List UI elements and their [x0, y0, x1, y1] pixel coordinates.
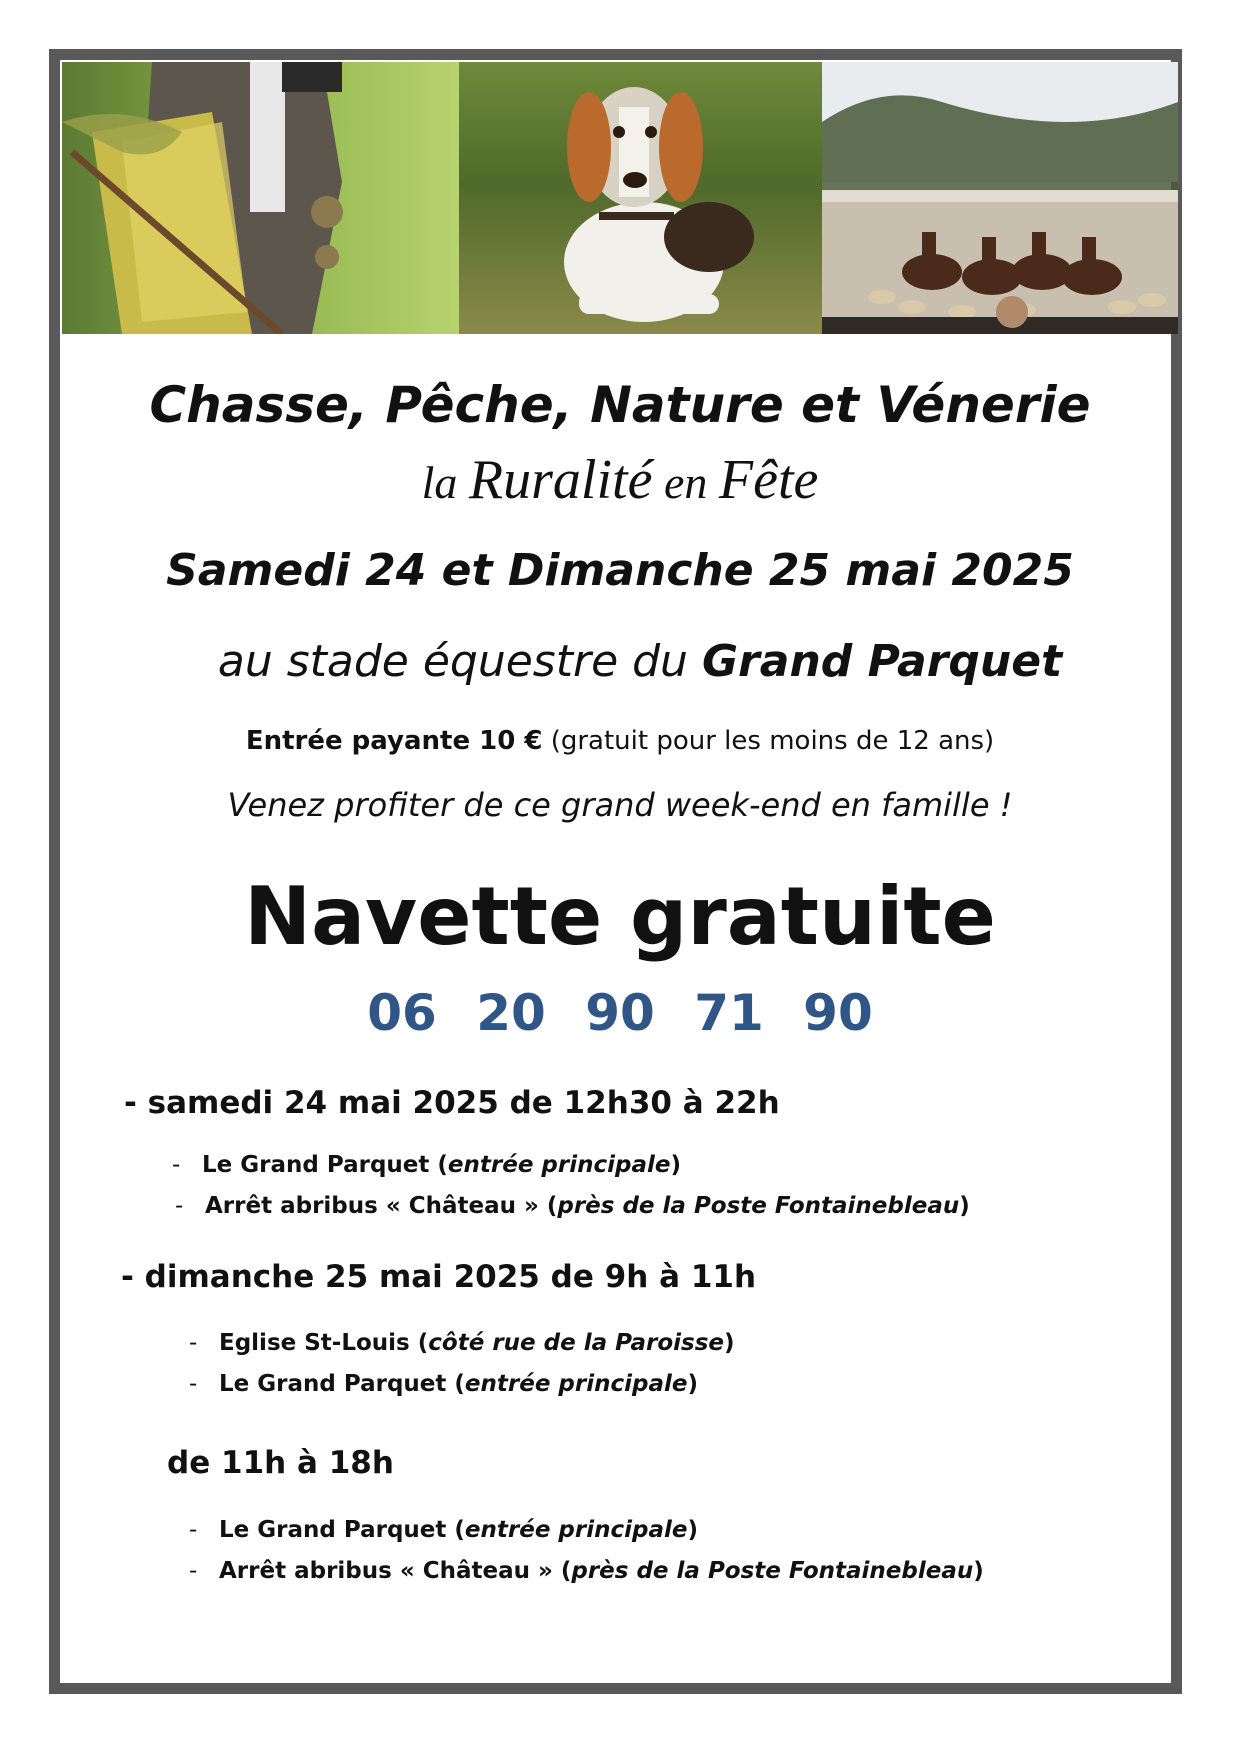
- event-title: Chasse, Pêche, Nature et Vénerie: [149, 376, 1091, 434]
- list-item: - Le Grand Parquet (entrée principale): [189, 1371, 698, 1397]
- hunting-gear-photo: [62, 62, 459, 334]
- list-item: - Le Grand Parquet (entrée principale): [189, 1517, 698, 1543]
- saturday-heading: - samedi 24 mai 2025 de 12h30 à 22h: [124, 1085, 780, 1121]
- family-invite: Venez profiter de ce grand week-end en famille !: [227, 786, 1013, 824]
- event-dates: Samedi 24 et Dimanche 25 mai 2025: [166, 545, 1074, 596]
- hound-dog-photo: [459, 62, 822, 334]
- event-venue: [62, 636, 1198, 687]
- list-item: - Le Grand Parquet (entrée principale): [172, 1152, 681, 1178]
- subtitle-word-ruralite: Ruralité: [468, 449, 653, 511]
- list-item: - Arrêt abribus « Château » (près de la Poste Fontainebleau): [175, 1193, 970, 1219]
- entry-price-bold: Entrée payante 10 €: [245, 726, 543, 756]
- subtitle-mid: en: [652, 457, 719, 508]
- shuttle-phone: 06 20 90 71 90: [367, 984, 873, 1042]
- entry-price-note: (gratuit pour les moins de 12 ans): [542, 726, 995, 756]
- list-item: - Eglise St-Louis (côté rue de la Paroisse): [189, 1330, 735, 1356]
- venue-prefix: au stade équestre du: [217, 636, 702, 687]
- subtitle-word-fete: Fête: [718, 449, 819, 511]
- entry-price: [62, 726, 1178, 756]
- shuttle-heading: Navette gratuite: [244, 870, 996, 963]
- list-item: - Arrêt abribus « Château » (près de la Poste Fontainebleau): [189, 1558, 984, 1584]
- sunday-morning-heading: - dimanche 25 mai 2025 de 9h à 11h: [121, 1259, 757, 1295]
- photo-banner: [62, 62, 1178, 334]
- venue-name: Grand Parquet: [701, 636, 1063, 687]
- horse-riders-photo: [822, 62, 1178, 334]
- subtitle-prefix: la: [421, 457, 469, 508]
- event-subtitle: [62, 448, 1178, 512]
- sunday-afternoon-heading: de 11h à 18h: [167, 1445, 394, 1481]
